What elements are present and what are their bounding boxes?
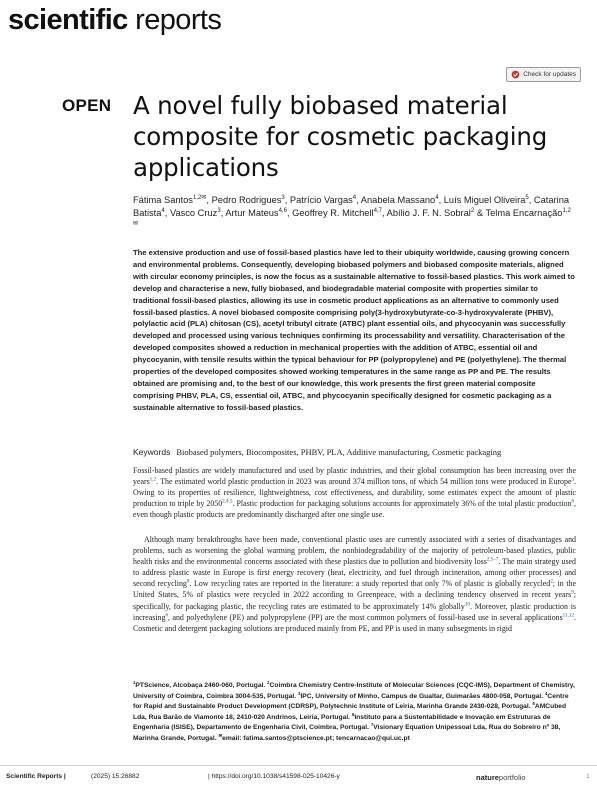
affiliation-text: Instituto para a Sustentabilidade e Inovação em Estruturas de Engenharia (ISISE), Departamento de Engenharia Civil, Coimbra, Portugal. xyxy=(133,713,551,731)
affiliation-number: 1 xyxy=(133,679,136,685)
footer-citation: (2025) 15:26882 xyxy=(91,773,140,780)
text-run: , even though plastic products are predominantly discharged after one single use. xyxy=(133,499,576,520)
publisher-logo xyxy=(476,773,526,782)
citation-ref[interactable]: 6 xyxy=(165,612,168,619)
author-affiliation-ref: 4,6 xyxy=(278,208,287,215)
open-access-label: OPEN xyxy=(62,96,112,115)
journal-name-light: reports xyxy=(127,4,222,36)
author-name[interactable]: Artur Mateus xyxy=(225,208,279,219)
author-affiliation-ref: 2 xyxy=(470,208,475,215)
affiliation-text: AMCubed Lda, Rua Barão de Viamonte 18, 2410-020 Andrinos, Leiria, Portugal. xyxy=(133,703,567,721)
affiliation-number: 2 xyxy=(267,679,270,685)
text-run: ; in the United States, 5% of plastics were recycled in 2022 according to Greenpeace, with a declining tendency observed in recent years xyxy=(133,579,576,600)
author-name[interactable]: Pedro Rodrigues xyxy=(211,195,282,205)
text-run: . The estimated world plastic production in 2023 was around 374 million tons, of which 54 million tons were produced in Europe xyxy=(156,477,572,487)
citation-ref[interactable]: 2,5–7 xyxy=(486,556,499,563)
footer-doi-link[interactable]: | https://doi.org/10.1038/s41598-025-10426-y xyxy=(208,773,340,780)
author-name[interactable]: Telma Encarnação xyxy=(485,208,563,219)
author-affiliation-ref: 1,2✉ xyxy=(192,194,207,201)
text-run: Although many breakthroughs have been made, conventional plastic uses are currently associated with a series of disadvantages and problems, such as worsening the global warming problem, the nonbiodegradability of the majority of petroleum-based plastics, public health risks and the environmental concerns associated with these plastics due to pollution and biodiversity loss xyxy=(133,535,576,567)
affiliation-text: PTScience, Alcobaça 2460-060, Portugal. xyxy=(135,682,268,689)
body-paragraph-1 xyxy=(133,465,576,520)
article-title: A novel fully biobased material composite for cosmetic packaging applications xyxy=(133,91,548,182)
author-affiliation-ref: 3 xyxy=(217,208,221,215)
affiliation-number: 7 xyxy=(370,721,374,727)
publisher-logo-light: portfolio xyxy=(498,773,526,782)
affiliation-number: 6 xyxy=(351,711,355,717)
text-run: , and polyethylene (PE) and polypropylene (PP) are the most common polymers of fossil-based use in several applications xyxy=(168,612,563,622)
affiliation-text: Centre for Rapid and Sustainable Product Development (CDRSP), Polytechnic Institute of Leiria, Marinha Grande 2430-028, Portugal. xyxy=(133,692,569,710)
citation-ref[interactable]: 11,12 xyxy=(562,612,575,619)
journal-logo xyxy=(8,4,221,37)
footer-journal: Scientific Reports | xyxy=(6,773,66,780)
author-name[interactable]: Patrício Vargas xyxy=(289,195,353,205)
citation-ref[interactable]: 8 xyxy=(186,578,190,585)
keywords-text: Biobased polymers, Biocomposites, PHBV, PLA, Additive manufacturing, Cosmetic packaging xyxy=(176,447,502,457)
affiliation-number: 3 xyxy=(298,690,301,696)
author-affiliation-ref: 4 xyxy=(161,208,165,215)
citation-ref[interactable]: 3 xyxy=(571,476,575,483)
text-run: . Cosmetic and detergent packaging solutions are produced mainly from PE, and PP is used in many subsegments in rigid xyxy=(133,612,576,633)
affiliation-text: email: fatima.santos@ptscience.pt; tencarnacao@qui.uc.pt xyxy=(222,734,410,742)
text-run: . The main strategy used to address plastic waste in Europe is first energy recovery (heat, electricity, and fuel through incineration, among other processes) and second recycling xyxy=(133,557,576,589)
check-updates-icon xyxy=(511,70,520,79)
affiliation-number: 4 xyxy=(544,690,548,696)
author-list: Fátima Santos$^{1,2✉}$, Pedro Rodrigues$^3$, Patrício Vargas$^4$, Anabela Massano$^4$, Luís Miguel Oliveira$^5$, Catarina Batista$^4$, Vasco Cruz$^3$, Artur Mateus$^{4,6}$, Geoffrey R. Mitchell$^{4,7}$, Abílio J. F. N. Sobral$^2$ & Telma Encarnação$^{1,2✉}$ xyxy=(133,194,571,228)
author-name[interactable]: Vasco Cruz xyxy=(169,208,218,219)
affiliation-text: Visionary Equation Unipessoal Lda, Rua do Sobreiro nº 38, Marinha Grande, Portugal. xyxy=(133,724,561,742)
citation-ref[interactable]: 9 xyxy=(571,589,574,596)
text-run: Fossil-based plastics are widely manufactured and used by plastic industries, and their global consumption has been increasing over the years xyxy=(133,466,576,487)
author-name[interactable]: Abílio J. F. N. Sobral xyxy=(386,208,471,219)
abstract: The extensive production and use of fossil-based plastics have led to their ubiquity worldwide, causing growing concern and environmental problems. Consequently, developing biobased polymers and biobased composite materials, aligned with circular economy principles, is now the focus as a sustainable alternative to fossil-based plastics. This work aimed to develop and characterise a new, fully biobased, and biodegradable material composite with properties similar to traditional fossil-based plastics, allowing its use in cosmetic product applications as an alternative to commonly used fossil-based plastics. A novel biobased composite comprising poly(3-hydroxybutyrate-co-3-hydroxyvalerate (PHBV), polylactic acid (PLA) chitosan (CS), acetyl tributyl citrate (ATBC) plant essential oils, and phycocyanin was successfully developed and processed using various techniques confirming its processability and versatility. Characterisation of the developed composites showed a reduction in mechanical properties with the addition of ATBC, essential oil and phycocyanin, with tensile results within the typical behaviour for PP (polypropylene) and PE (polyethylene). The thermal properties of the developed composites showed working temperatures in the same range as PP and PE. The results obtained are promising and, to the best of our knowledge, this work presents the first green material composite comprising PHBV, PLA, CS, essential oil, ATBC, and phycocyanin specifically designed for cosmetic packaging as a sustainable alternative to fossil-based plastics. xyxy=(133,248,575,412)
page-number: 1 xyxy=(586,773,590,780)
keywords-label: Keywords xyxy=(133,447,171,457)
check-for-updates-button[interactable] xyxy=(506,67,581,82)
author-affiliation-ref: 5 xyxy=(525,194,529,201)
publisher-logo-bold: nature xyxy=(476,773,499,782)
body-paragraph-2 xyxy=(133,534,576,634)
journal-name-bold: scientific xyxy=(8,4,128,36)
keywords xyxy=(133,447,576,457)
author-name[interactable]: Anabela Massano xyxy=(360,195,436,205)
text-run: . Low recycling rates are reported in the literature: a study reported that only 7% of plastic is globally recycled xyxy=(189,579,551,589)
footer-divider xyxy=(0,765,597,766)
author-affiliation-ref: 4 xyxy=(435,194,439,201)
citation-ref[interactable]: 10 xyxy=(464,600,470,607)
author-affiliation-ref: 4,7 xyxy=(373,208,382,215)
author-name[interactable]: Catarina Batista xyxy=(133,195,570,219)
affiliations xyxy=(133,681,576,744)
citation-ref[interactable]: 2,4,5 xyxy=(222,498,233,505)
check-for-updates-label: Check for updates xyxy=(523,71,576,78)
text-run: . Moreover, plastic production is increasing xyxy=(133,601,576,622)
author-affiliation-ref: 4 xyxy=(352,194,357,201)
author-name[interactable]: Fátima Santos xyxy=(133,195,193,205)
affiliation-text: IPC, University of Minho, Campus de Gualtar, Guimarães 4800-058, Portugal. xyxy=(300,692,545,700)
citation-ref[interactable]: 1,2 xyxy=(149,476,157,483)
citation-ref[interactable]: 6 xyxy=(571,498,575,505)
citation-ref[interactable]: 2 xyxy=(550,578,553,585)
author-name[interactable]: Luís Miguel Oliveira xyxy=(443,195,526,205)
text-run: ; specifically, for packaging plastic, the recycling rates are estimated to be approximately 14% globally xyxy=(133,590,576,611)
affiliation-number: 5 xyxy=(532,700,535,706)
author-name[interactable]: Geoffrey R. Mitchell xyxy=(292,208,374,219)
affiliation-text: Coimbra Chemistry Centre-Institute of Molecular Sciences (CQC-IMS), Department of Chemistry, University of Coimbra, Coimbra 3004-535, Portugal. xyxy=(133,682,575,700)
author-affiliation-ref: 3 xyxy=(281,194,285,201)
text-run: . Owing to its properties of resilience, lightweightness, cost effectiveness, and durability, some estimates expect the amount of plastic production to triple by 2050 xyxy=(133,477,576,509)
author-affiliation-ref: 1,2✉ xyxy=(133,208,571,228)
affiliation-number: ✉ xyxy=(218,732,223,738)
text-run: . Plastic production for packaging solutions accounts for approximately 36% of the total plastic production xyxy=(232,499,572,509)
